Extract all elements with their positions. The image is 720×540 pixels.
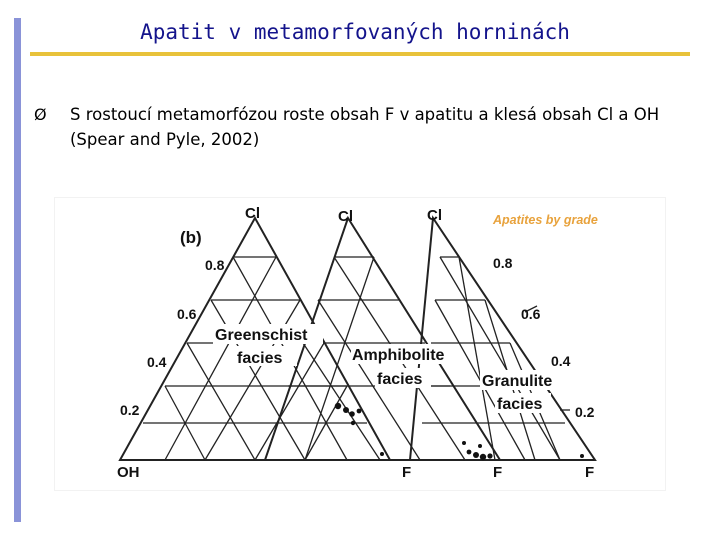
vertex-label-oh: OH <box>117 464 140 481</box>
vertex-label-cl: Cl <box>427 207 442 224</box>
slide-title: Apatit v metamorfovaných horninách <box>140 20 570 44</box>
facies-label-amphibolite: Amphibolite <box>352 347 445 364</box>
vertex-label-f: F <box>585 464 595 481</box>
ternary-diagram-figure <box>55 198 665 490</box>
data-point <box>349 411 355 417</box>
right-axis-tick: 0.4 <box>551 353 571 369</box>
panel-label: (b) <box>180 228 202 247</box>
facies-label-greenschist: Greenschist <box>215 327 308 344</box>
left-axis-tick: 0.8 <box>205 257 225 273</box>
ternary-diagram <box>55 198 665 490</box>
data-point <box>487 453 492 458</box>
vertex-label-f: F <box>493 464 503 481</box>
left-accent-bar <box>14 18 21 522</box>
data-point <box>580 454 584 458</box>
data-point <box>462 441 466 445</box>
figure-header-label: Apatites by grade <box>493 213 598 227</box>
data-point <box>335 403 341 409</box>
left-axis-tick: 0.2 <box>120 402 140 418</box>
data-point <box>478 444 482 448</box>
data-point <box>343 407 349 413</box>
vertex-label-cl: Cl <box>338 208 353 225</box>
left-axis-tick: 0.4 <box>147 354 167 370</box>
data-point <box>467 450 472 455</box>
bullet-text: S rostoucí metamorfózou roste obsah F v apatitu a klesá obsah Cl a OH (Spear and Pyle, 2002) <box>70 105 660 149</box>
vertex-label-f: F <box>402 464 412 481</box>
right-axis-tick: 0.8 <box>493 255 513 271</box>
facies-label-greenschist: facies <box>237 350 283 367</box>
vertex-label-cl: Cl <box>245 205 260 222</box>
title-underline <box>30 52 690 56</box>
data-point <box>480 454 486 460</box>
facies-label-amphibolite: facies <box>377 371 423 388</box>
facies-label-granulite: facies <box>497 396 543 413</box>
data-point <box>380 452 384 456</box>
left-axis-tick: 0.6 <box>177 306 197 322</box>
right-axis-tick: 0.6 <box>521 306 541 322</box>
right-axis-tick: 0.2 <box>575 404 595 420</box>
facies-label-granulite: Granulite <box>482 373 553 390</box>
data-point <box>357 409 362 414</box>
data-point <box>473 452 479 458</box>
arrow-bullet-icon: Ø <box>34 105 47 124</box>
data-point <box>351 421 355 425</box>
